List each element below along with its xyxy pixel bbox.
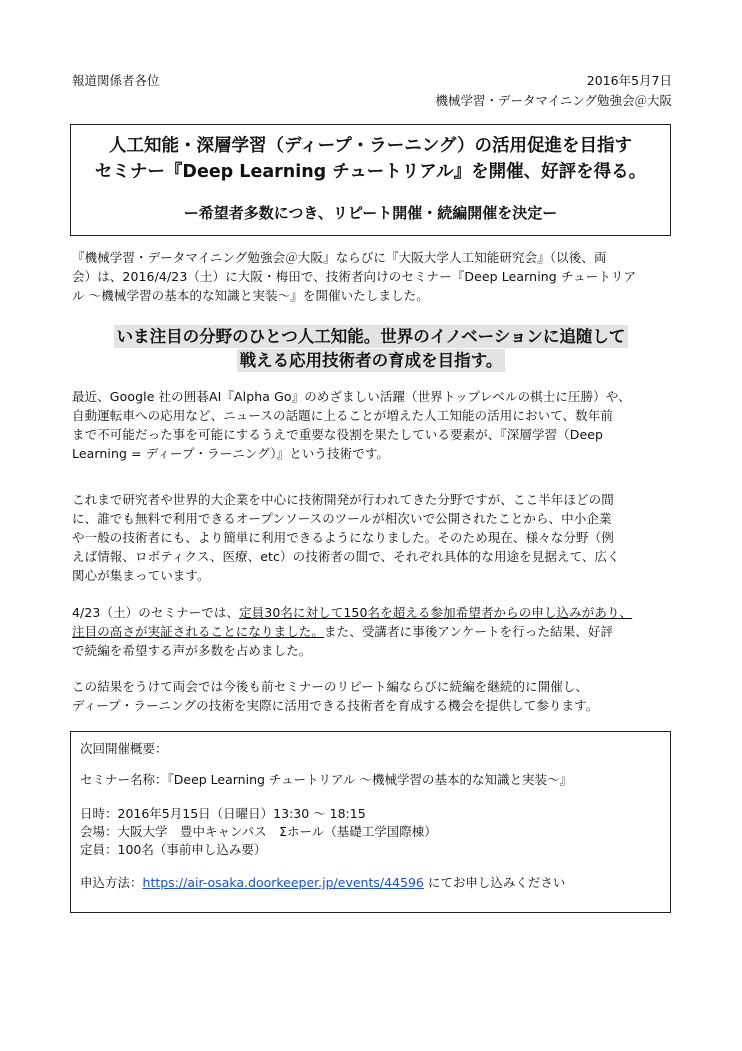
paragraph-line: で続編を希望する声が多数を占めました。 [72, 643, 312, 658]
release-date: 2016年5月7日 [586, 73, 672, 88]
paragraph-line: 最近、Google 社の囲碁AI『Alpha Go』のめざましい活躍（世界トップレベルの棋士に圧勝）や、 [72, 389, 631, 404]
event-datetime: 日時：2016年5月15日（日曜日）13:30 〜 18:15 [80, 806, 366, 821]
paragraph-seminar-result [72, 603, 672, 660]
event-venue: 会場：大阪大学 豊中キャンパス Σホール（基礎工学国際棟） [80, 824, 437, 839]
result-underlined-1: 定員30名に対して150名を超える参加希望者からの申し込みがあり、 [239, 605, 633, 620]
info-heading: 次回開催概要： [80, 741, 168, 756]
apply-link[interactable]: https://air-osaka.doorkeeper.jp/events/44596 [142, 875, 424, 890]
organization-name: 機械学習・データマイニング勉強会＠大阪 [435, 93, 672, 108]
result-suffix: また、受講者に事後アンケートを行った結果、好評 [324, 624, 614, 639]
paragraph-future-plans [72, 677, 672, 715]
paragraph-ai-background [72, 387, 672, 463]
next-event-info-box [70, 731, 671, 913]
paragraph-line: に、誰でも無料で利用できるオープンソースのツールが相次いで公開されたことから、中小企業 [72, 511, 612, 526]
highlight-headline-1: いま注目の分野のひとつ人工知能。世界のイノベーションに追随して [114, 325, 629, 348]
paragraph-line: この結果をうけて両会では今後も前セミナーのリピート編ならびに続編を継続的に開催し、 [72, 679, 589, 694]
highlight-headline-2-row [0, 349, 742, 372]
intro-paragraph [72, 248, 672, 305]
highlight-headline-1-row [0, 325, 742, 348]
apply-suffix: にてお申し込みください [423, 875, 566, 890]
result-prefix: 4/23（土）のセミナーでは、 [72, 605, 240, 620]
event-capacity: 定員：100名（事前申し込み要） [80, 842, 267, 857]
highlight-headline-2: 戦える応用技術者の育成を目指す。 [237, 349, 506, 372]
intro-line: ル ～機械学習の基本的な知識と実装～』を開催いたしました。 [72, 288, 429, 303]
subtitle: ー希望者多数につき、リピート開催・続編開催を決定ー [183, 204, 558, 222]
paragraph-open-source [72, 490, 672, 585]
apply-prefix: 申込方法： [80, 875, 143, 890]
intro-line: 会）は、2016/4/23（土）に大阪・梅田で、技術者向けのセミナー『Deep Learning チュートリア [72, 269, 637, 284]
application-method [80, 874, 565, 892]
paragraph-line: や一般の技術者にも、より簡単に利用できるようになりました。そのため現在、様々な分野（例 [72, 530, 614, 545]
title-box [70, 124, 671, 236]
paragraph-line: えば情報、ロボティクス、医療、etc）の技術者の間で、それぞれ具体的な用途を見据えて、広く [72, 549, 620, 564]
intro-line: 『機械学習・データマイニング勉強会＠大阪』ならびに『大阪大学人工知能研究会』（以後、両 [72, 250, 607, 265]
paragraph-line: Learning = ディープ・ラーニング）』という技術です。 [72, 446, 390, 461]
result-underlined-2: 注目の高さが実証されることになりました。 [72, 624, 325, 639]
paragraph-line: 関心が集まっています。 [72, 568, 210, 583]
title-line-1: 人工知能・深層学習（ディープ・ラーニング）の活用促進を目指す [109, 136, 632, 156]
paragraph-line: まで不可能だった事を可能にするうえで重要な役割を果たしている要素が、『深層学習（Deep [72, 427, 604, 442]
seminar-name: セミナー名称：『Deep Learning チュートリアル ～機械学習の基本的な知識と実装～』 [80, 772, 573, 787]
addressee: 報道関係者各位 [72, 73, 160, 88]
paragraph-line: ディープ・ラーニングの技術を実際に活用できる技術者を育成する機会を提供して参ります。 [72, 698, 599, 713]
title-line-2: セミナー『Deep Learning チュートリアル』を開催、好評を得る。 [94, 162, 647, 182]
paragraph-line: 自動運転車への応用など、ニュースの話題に上ることが増えた人工知能の活用において、数年前 [72, 408, 613, 423]
paragraph-line [72, 603, 672, 622]
paragraph-line [72, 622, 672, 641]
paragraph-line: これまで研究者や世界的大企業を中心に技術開発が行われてきた分野ですが、ここ半年ほどの間 [72, 492, 614, 507]
